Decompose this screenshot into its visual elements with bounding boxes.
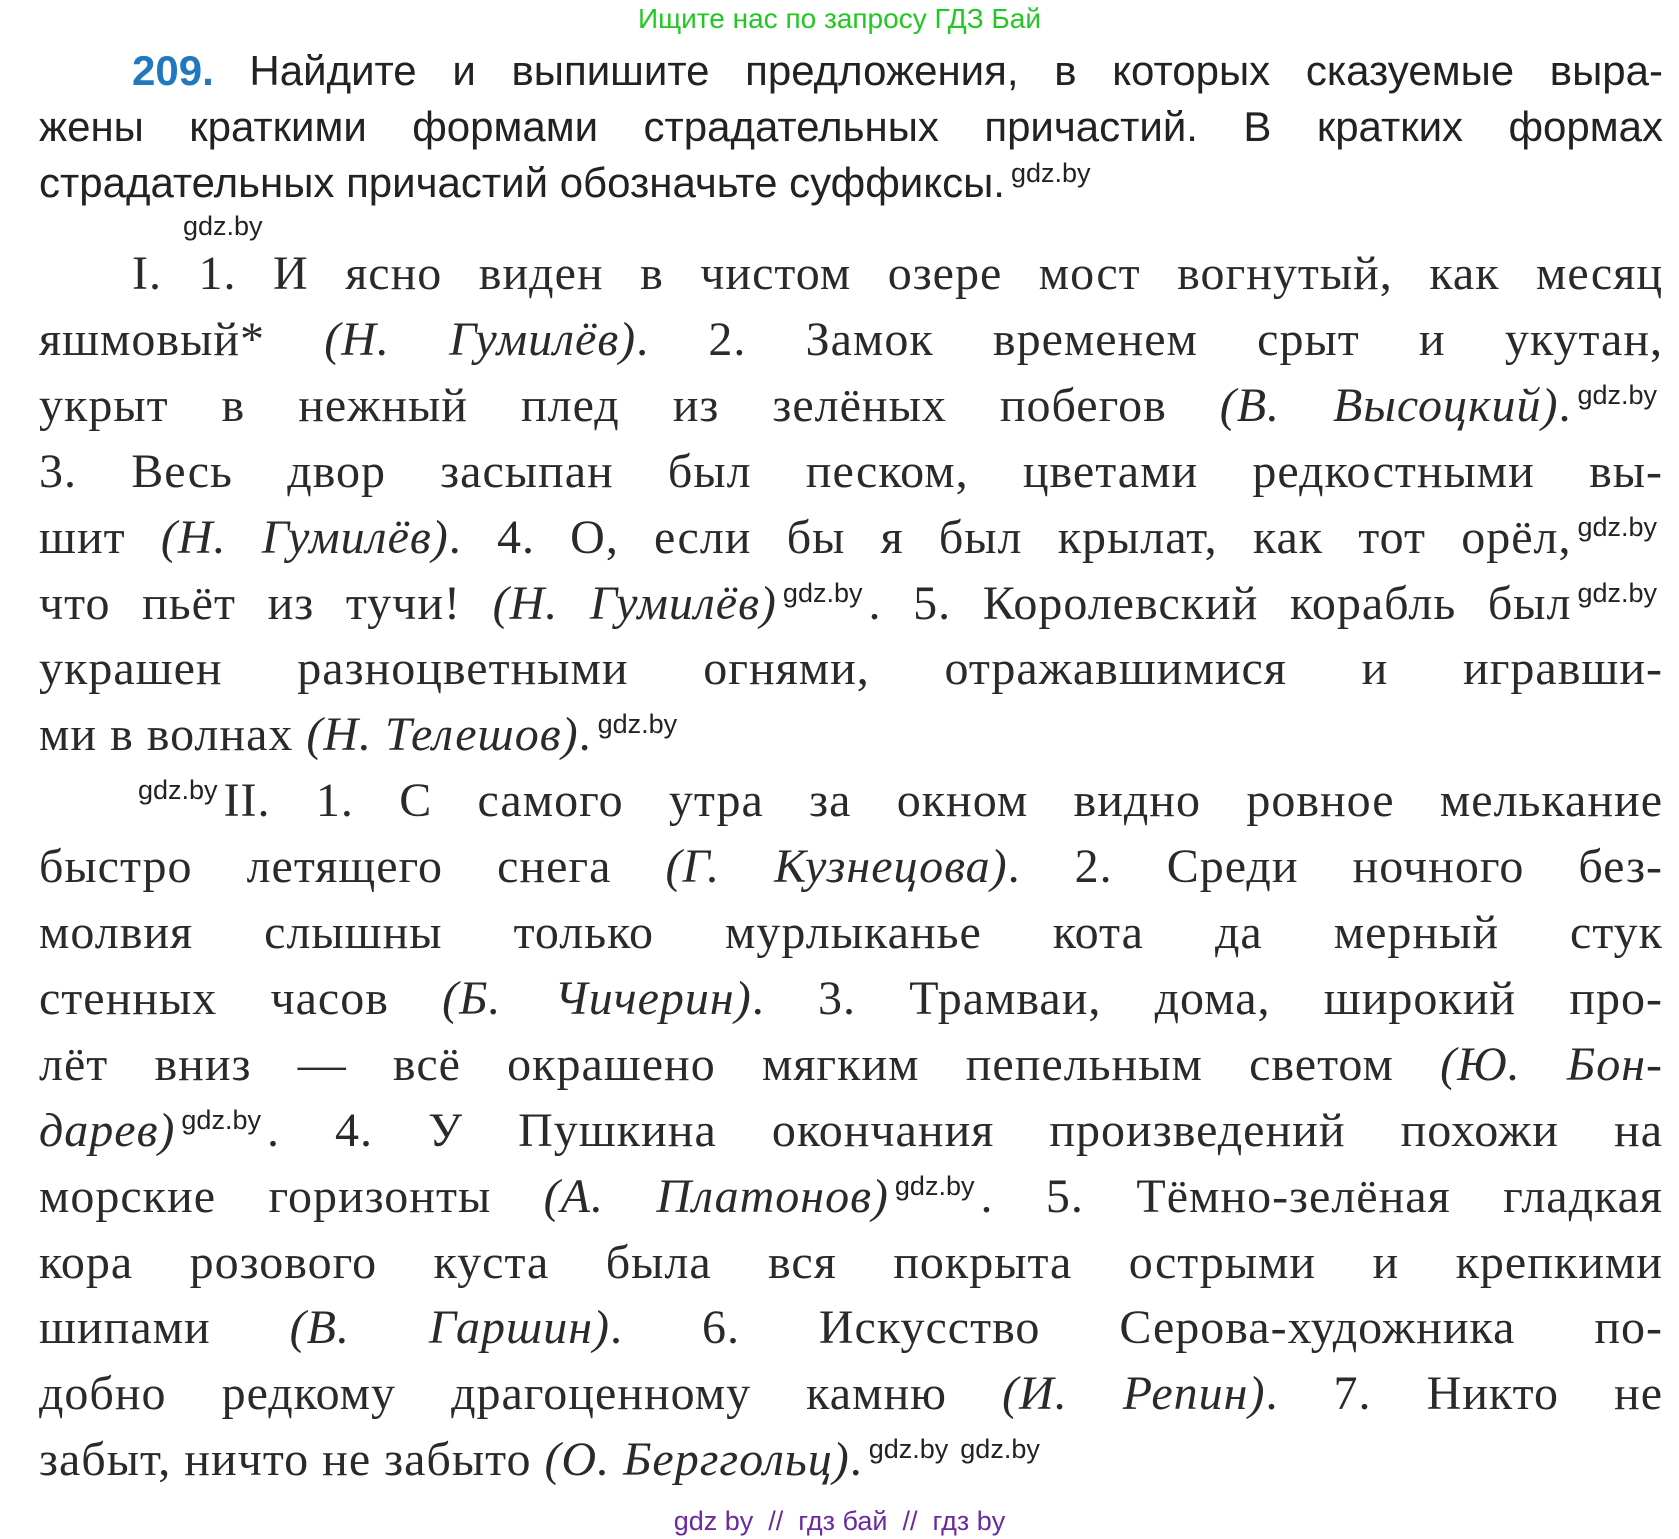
sentence-text: 3. Весь двор засыпан был песком, цветами редкостными вы- xyxy=(39,444,1663,498)
watermark: gdz.by xyxy=(138,775,218,806)
sentence-text: кора розового куста была вся покрыта острыми и крепкими xyxy=(39,1235,1663,1289)
sentence-text: I. 1. И ясно виден в чистом озере мост вогнутый, как месяц xyxy=(132,247,1663,300)
text-line xyxy=(39,1032,1663,1098)
text-line xyxy=(39,307,1663,373)
text-line xyxy=(39,1164,1663,1230)
sentence-text: . xyxy=(1558,378,1572,432)
text-line xyxy=(39,636,1663,702)
sentence-text: шит xyxy=(39,510,161,564)
author-citation: дарев) xyxy=(39,1103,176,1157)
sentence-text: забыт, ничто не забыто xyxy=(39,1433,545,1487)
search-banner: Ищите нас по запросу ГДЗ Бай xyxy=(637,3,1042,34)
sentence-text: . 2. Среди ночного без- xyxy=(1007,840,1664,894)
sentence-text: молвия слышны только мурлыканье кота да мерный стук xyxy=(39,906,1663,959)
watermark: gdz.by xyxy=(183,211,263,241)
sentence-text: . 6. Искусство Серова-художника по- xyxy=(610,1301,1664,1355)
sentence-text: . 4. О, если бы я был крылат, как тот орёл, xyxy=(448,510,1572,564)
sentence-text: . xyxy=(578,708,592,762)
author-citation: (В. Высоцкий) xyxy=(1219,378,1559,432)
text-line xyxy=(39,1361,1663,1427)
author-citation: (О. Берггольц) xyxy=(544,1433,850,1487)
author-citation: (В. Гаршин) xyxy=(289,1301,611,1355)
sentence-text: . 3. Трамваи, дома, широкий про- xyxy=(751,971,1663,1025)
text-line xyxy=(39,505,1663,571)
text-line xyxy=(39,373,1663,439)
text-line xyxy=(39,571,1663,637)
sentence-text: украшен разноцветными огнями, отражавшимися и игравши- xyxy=(39,642,1663,696)
text-line xyxy=(39,1230,1663,1296)
author-citation: (Н. Гумилёв) xyxy=(492,576,777,630)
sentence-text: морские горизонты xyxy=(39,1169,544,1223)
watermark: gdz.by xyxy=(894,1170,975,1201)
author-citation: (Ю. Бон- xyxy=(1440,1037,1664,1091)
text-line xyxy=(39,834,1663,900)
sentence-text: . 5. Тёмно-зелёная гладкая xyxy=(980,1169,1663,1223)
watermark: gdz.by xyxy=(782,577,863,608)
sentence-text: быстро летящего снега xyxy=(39,840,666,894)
text-line xyxy=(39,1427,1663,1493)
text-line xyxy=(39,966,1663,1032)
sentence-text: . 7. Никто не xyxy=(1265,1367,1663,1421)
sentence-text: укрыт в нежный плед из зелёных побегов xyxy=(39,378,1220,432)
sentence-text: . 5. Королевский корабль был xyxy=(868,576,1572,630)
watermark: gdz.by xyxy=(1577,511,1658,542)
author-citation: (Н. Гумилёв) xyxy=(324,312,637,366)
text-line xyxy=(132,768,1663,834)
author-citation: (Б. Чичерин) xyxy=(442,971,752,1025)
author-citation: (И. Репин) xyxy=(1002,1367,1266,1421)
task-text: страдательных причастий обозначьте суффиксы. xyxy=(39,159,1005,206)
sentence-text: лёт вниз — всё окрашено мягким пепельным светом xyxy=(39,1037,1441,1091)
task-line xyxy=(39,99,1663,155)
sentence-text: добно редкому драгоценному камню xyxy=(39,1367,1003,1421)
watermark: gdz.by xyxy=(1577,577,1658,608)
sentence-text: . 2. Замок временем срыт и укутан, xyxy=(636,312,1664,366)
exercise-number: 209. xyxy=(132,47,214,94)
text-line xyxy=(39,439,1663,505)
watermark: gdz.by xyxy=(181,1104,261,1135)
watermark: gdz.by xyxy=(868,1434,949,1465)
text-line xyxy=(39,1295,1663,1361)
sentence-text: яшмовый* xyxy=(39,312,325,366)
author-citation: (Н. Гумилёв) xyxy=(160,510,449,564)
sentence-text: что пьёт из тучи! xyxy=(39,576,493,630)
sentence-text: ми в волнах xyxy=(39,708,307,762)
sentence-text: II. 1. С самого утра за окном видно ровное мелькание xyxy=(223,774,1663,828)
author-citation: (А. Платонов) xyxy=(543,1169,889,1223)
author-citation: (Г. Кузнецова) xyxy=(665,840,1008,894)
watermark: gdz.by xyxy=(597,709,678,740)
sentence-text: . xyxy=(849,1433,863,1487)
watermark: gdz.by xyxy=(1010,158,1091,188)
author-citation: (Н. Телешов) xyxy=(306,708,579,762)
sentence-text: шипами xyxy=(39,1301,290,1355)
task-text: Найдите и выпишите предложения, в которых сказуемые выра- xyxy=(213,47,1663,94)
task-line xyxy=(39,155,1663,211)
sentence-text: стенных часов xyxy=(39,971,443,1025)
text-line xyxy=(132,241,1663,307)
watermark: gdz.by xyxy=(960,1434,1040,1465)
task-line xyxy=(132,43,1663,99)
text-line xyxy=(39,702,1663,768)
watermark: gdz.by xyxy=(1577,379,1657,410)
text-line xyxy=(39,900,1663,966)
footer-watermark: gdz by // гдз бай // гдз by xyxy=(673,1506,1006,1536)
task-text: жены краткими формами страдательных причастий. В кратких формах xyxy=(39,103,1663,150)
sentence-text: . 4. У Пушкина окончания произведений похожи на xyxy=(266,1103,1663,1157)
text-line xyxy=(39,1098,1663,1164)
